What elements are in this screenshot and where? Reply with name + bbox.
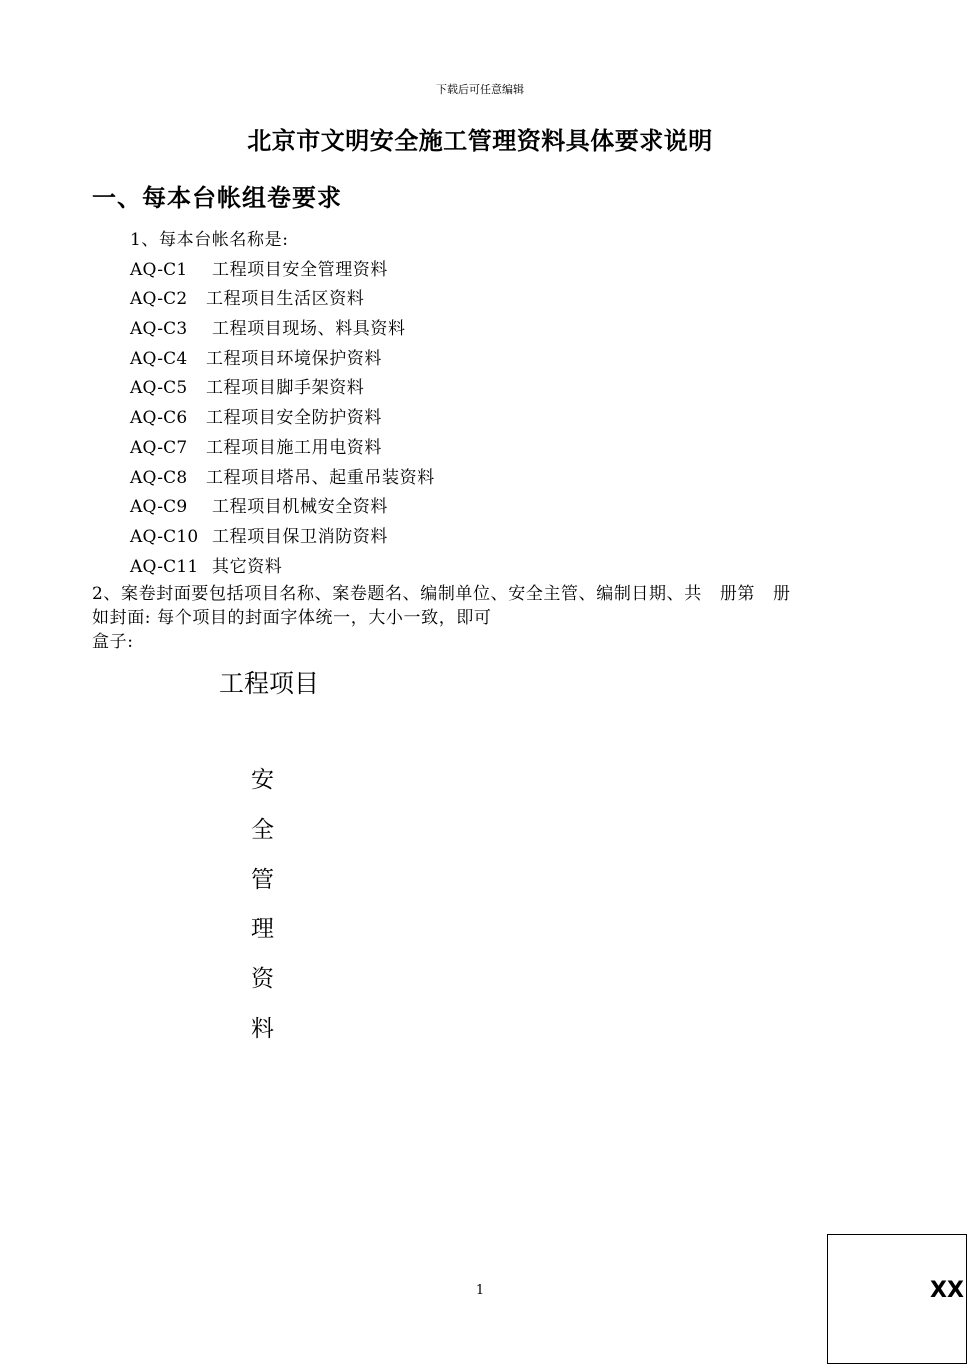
list-item <box>130 523 435 553</box>
item-name: 工程项目现场、料具资料 <box>206 319 406 340</box>
item-name: 工程项目机械安全资料 <box>206 497 389 518</box>
list-item <box>130 345 435 375</box>
item-code: AQ-C8 <box>130 467 188 488</box>
list-item <box>130 404 435 434</box>
list-item <box>130 374 435 404</box>
item-code: AQ-C10 <box>130 526 199 547</box>
list-item <box>130 553 435 583</box>
section-heading: 一、每本台帐组卷要求 <box>92 183 342 212</box>
item-name: 工程项目脚手架资料 <box>206 378 365 399</box>
item-code: AQ-C7 <box>130 437 188 458</box>
item-name: 工程项目安全管理资料 <box>206 259 389 280</box>
item-code: AQ-C6 <box>130 408 188 429</box>
vertical-char: 料 <box>251 1015 274 1042</box>
list-item <box>130 315 435 345</box>
list-item <box>130 493 435 523</box>
box-label-text: XX <box>930 1278 964 1303</box>
requirement-line: 2、案卷封面要包括项目名称、案卷题名、编制单位、安全主管、编制日期、共 册第 册 <box>92 584 791 604</box>
list-intro: 1、每本台帐名称是: <box>130 230 289 250</box>
item-code: AQ-C9 <box>130 497 188 518</box>
item-name: 工程项目环境保护资料 <box>206 348 382 369</box>
item-name: 工程项目施工用电资料 <box>206 437 382 458</box>
item-code: AQ-C5 <box>130 378 188 399</box>
list-item <box>130 434 435 464</box>
requirement-line: 盒子: <box>92 632 134 652</box>
item-code: AQ-C3 <box>130 319 188 340</box>
list-item <box>130 464 435 494</box>
vertical-char: 管 <box>251 866 274 893</box>
vertical-char: 理 <box>251 916 274 943</box>
list-item <box>130 285 435 315</box>
header-note: 下载后可任意编辑 <box>436 83 524 96</box>
page-number: 1 <box>475 1283 485 1298</box>
cover-vertical-title <box>251 763 281 1062</box>
requirements-block <box>92 582 791 654</box>
requirement-line: 如封面: 每个项目的封面字体统一，大小一致，即可 <box>92 608 492 628</box>
vertical-char: 安 <box>251 767 274 793</box>
item-name: 工程项目安全防护资料 <box>206 408 382 429</box>
ledger-list <box>130 226 435 582</box>
cover-project-label: 工程项目 <box>219 669 320 698</box>
item-code: AQ-C2 <box>130 289 188 310</box>
vertical-char: 全 <box>251 816 274 843</box>
vertical-char: 资 <box>251 966 274 993</box>
item-code: AQ-C4 <box>130 348 188 369</box>
item-code: AQ-C11 <box>130 556 199 577</box>
item-name: 工程项目塔吊、起重吊装资料 <box>206 467 435 488</box>
item-name: 工程项目保卫消防资料 <box>206 526 389 547</box>
item-name: 工程项目生活区资料 <box>206 289 365 310</box>
item-name: 其它资料 <box>206 556 283 577</box>
document-title: 北京市文明安全施工管理资料具体要求说明 <box>247 126 713 155</box>
item-code: AQ-C1 <box>130 259 188 280</box>
list-item <box>130 256 435 286</box>
